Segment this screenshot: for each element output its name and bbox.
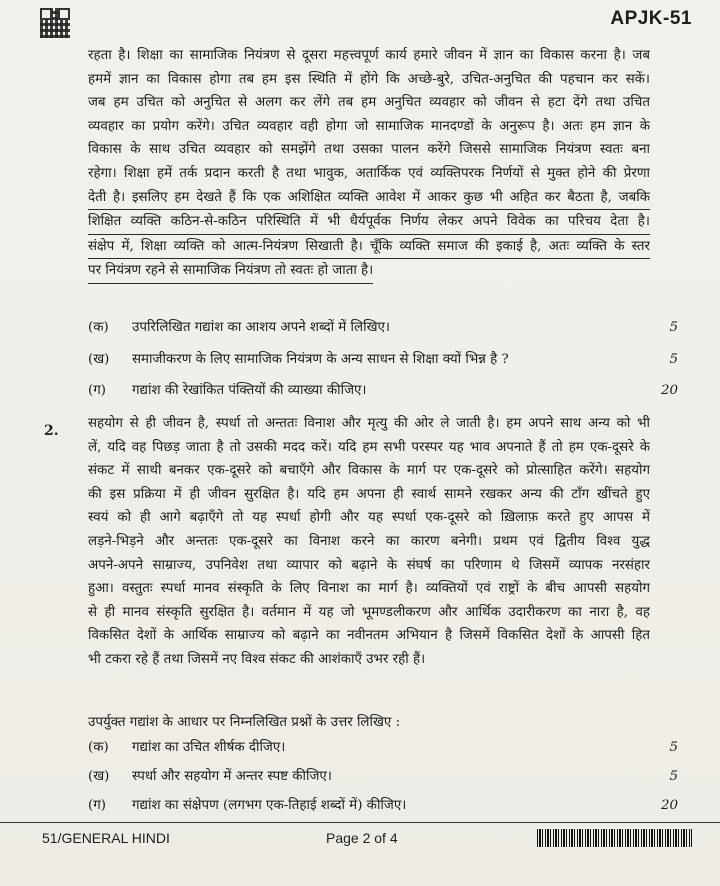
passage-line: से ही मानव संस्कृति सुरक्षित है। वर्तमान में यह जो भूमण्डलीकरण और आर्थिक उदारीकरण का नारा है, वह <box>88 604 650 620</box>
passage-line-underlined: संक्षेप में, शिक्षा व्यक्ति को आत्म-नियंत्रण सिखाती है। चूँकि व्यक्ति समाज की इकाई है, अतः व्यक्ति के स्तर <box>88 235 650 260</box>
sub-label: (ग) <box>88 383 106 398</box>
footer-subject: 51/GENERAL HINDI <box>42 830 170 846</box>
paper-code: APJK-51 <box>610 8 692 29</box>
passage-line: की इस प्रक्रिया में ही जीवन सुरक्षित है। यदि हम अपना ही स्वार्थ सामने रखकर अन्य की टाँग खींचते हुए <box>88 486 650 502</box>
passage-line: जब हम उचित को अनुचित से अलग कर लेंगे तब हम अनुचित व्यवहार को जीवन से हटा देंगे तथा उचित <box>88 95 650 111</box>
sub-label: (ख) <box>88 769 110 784</box>
qr-code-icon <box>40 8 70 38</box>
passage-line: व्यवहार का प्रयोग करेंगे। उचित व्यवहार वही होगा जो सामाजिक मानदण्डों के अनुरूप है। अतः हम ज्ञान के <box>88 118 650 134</box>
sub-text: गद्यांश का संक्षेपण (लगभग एक-तिहाई शब्दों में) कीजिए। <box>132 798 407 813</box>
q1-sub-a <box>88 317 688 339</box>
footer-page-number: Page 2 of 4 <box>326 830 398 846</box>
instruction: उपर्युक्त गद्यांश के आधार पर निम्नलिखित प्रश्नों के उत्तर लिखिए : <box>88 715 401 730</box>
sub-marks: 20 <box>660 798 678 813</box>
sub-label: (क) <box>88 740 109 755</box>
sub-label: (ग) <box>88 798 106 813</box>
sub-marks: 5 <box>669 352 678 367</box>
q2-sub-a <box>88 737 688 759</box>
sub-label: (ख) <box>88 352 110 367</box>
passage-line: संकट में साथी बनकर एक-दूसरे को बचाएँगे और विकास के मार्ग पर एक-दूसरे को प्रोत्साहित करेंगे। सहयोग <box>88 463 650 479</box>
passage-line: हुआ। वस्तुतः स्पर्धा मानव संस्कृति के लिए विनाश का मार्ग है। व्यक्तियों एवं राष्ट्रों के बीच आपसी सहयोग <box>88 581 650 597</box>
sub-text: गद्यांश का उचित शीर्षक दीजिए। <box>132 740 286 755</box>
passage-line-underlined: शिक्षित व्यक्ति कठिन-से-कठिन परिस्थिति में भी धैर्यपूर्वक निर्णय लेकर अपने विवेक का परिचय देता है। <box>88 210 650 235</box>
passage-line: रहेगा। शिक्षा हमें तर्क प्रदान करती है तथा भावुक, अतार्किक एवं व्यक्तिपरक निर्णयों से मुक्त होने की प्रेरणा <box>88 165 650 181</box>
q2-sub-c <box>88 795 688 817</box>
passage-line: विकास के साथ उचित व्यवहार को समझेंगे तथा उसका पालन करेंगे जिससे सामाजिक नियंत्रण स्वतः बना <box>88 142 650 158</box>
page-footer <box>0 822 720 863</box>
passage-line: लें, यदि वह पिछड़ जाता है तो उसकी मदद करें। यदि हम सभी परस्पर यह भाव अपनाते हैं तो हम एक-दूसरे के <box>88 439 650 455</box>
passage-line-underlined: देती है। इसलिए हम देखते हैं कि एक अशिक्षित व्यक्ति आवेश में आकर कुछ भी अहित कर बैठता है, जबकि <box>88 186 650 211</box>
passage-line: अपने-अपने साम्राज्य, उपनिवेश तथा व्यापार को बढ़ाने के संघर्ष का परिणाम थे जिसमें व्यापक नरसंहार <box>88 557 650 573</box>
passage-2 <box>88 412 650 672</box>
q2-sub-b <box>88 766 688 788</box>
sub-marks: 5 <box>669 320 678 335</box>
passage-line: रहता है। शिक्षा का सामाजिक नियंत्रण से दूसरा महत्त्वपूर्ण कार्य हमारे जीवन में ज्ञान का विकास करना है। जब <box>88 48 650 63</box>
passage-line: स्वयं को ही आगे बढ़ाएँगे तो यह स्पर्धा होगी और यह स्पर्धा एक-दूसरे को ख़िलाफ़ करते हुए आपस में <box>88 510 650 526</box>
question-number: 2. <box>44 423 59 439</box>
sub-marks: 20 <box>660 383 678 398</box>
passage-line: लड़ने-भिड़ने और अन्ततः एक-दूसरे का विनाश करने का कारण बनेगी। प्रथम एवं द्वितीय विश्व युद्ध <box>88 533 650 549</box>
passage-1 <box>88 44 650 288</box>
passage-line: सहयोग से ही जीवन है, स्पर्धा तो अन्ततः विनाश और मृत्यु की ओर ले जाती है। हम अपने साथ अन्य को भी <box>88 416 650 431</box>
q1-sub-b <box>88 349 688 371</box>
sub-text: स्पर्धा और सहयोग में अन्तर स्पष्ट कीजिए। <box>132 769 332 784</box>
sub-label: (क) <box>88 320 109 335</box>
passage-line: विकसित देशों के आर्थिक साम्राज्य को बढ़ाने का नवीनतम अभियान है जिसमें विकसित देशों के आपसी हित <box>88 628 650 644</box>
sub-marks: 5 <box>669 769 678 784</box>
q1-sub-c <box>88 380 688 402</box>
sub-text: उपरिलिखित गद्यांश का आशय अपने शब्दों में लिखिए। <box>132 320 391 335</box>
barcode-icon <box>537 829 692 847</box>
sub-text: गद्यांश की रेखांकित पंक्तियों की व्याख्या कीजिए। <box>132 383 367 398</box>
passage-line: भी टकरा रहे हैं तथा जिसमें नए विश्व संकट की आशंकाएँ उभर रही हैं। <box>88 651 426 667</box>
passage-line: हममें ज्ञान का विकास होगा तब हम इस स्थिति में होंगे कि अच्छे-बुरे, उचित-अनुचित की पहचान कर सकें। <box>88 71 650 87</box>
sub-marks: 5 <box>669 740 678 755</box>
sub-text: समाजीकरण के लिए सामाजिक नियंत्रण के अन्य साधन से शिक्षा क्यों भिन्न है ? <box>132 352 509 367</box>
passage-line-underlined: पर नियंत्रण रहने से सामाजिक नियंत्रण तो स्वतः हो जाता है। <box>88 259 373 284</box>
